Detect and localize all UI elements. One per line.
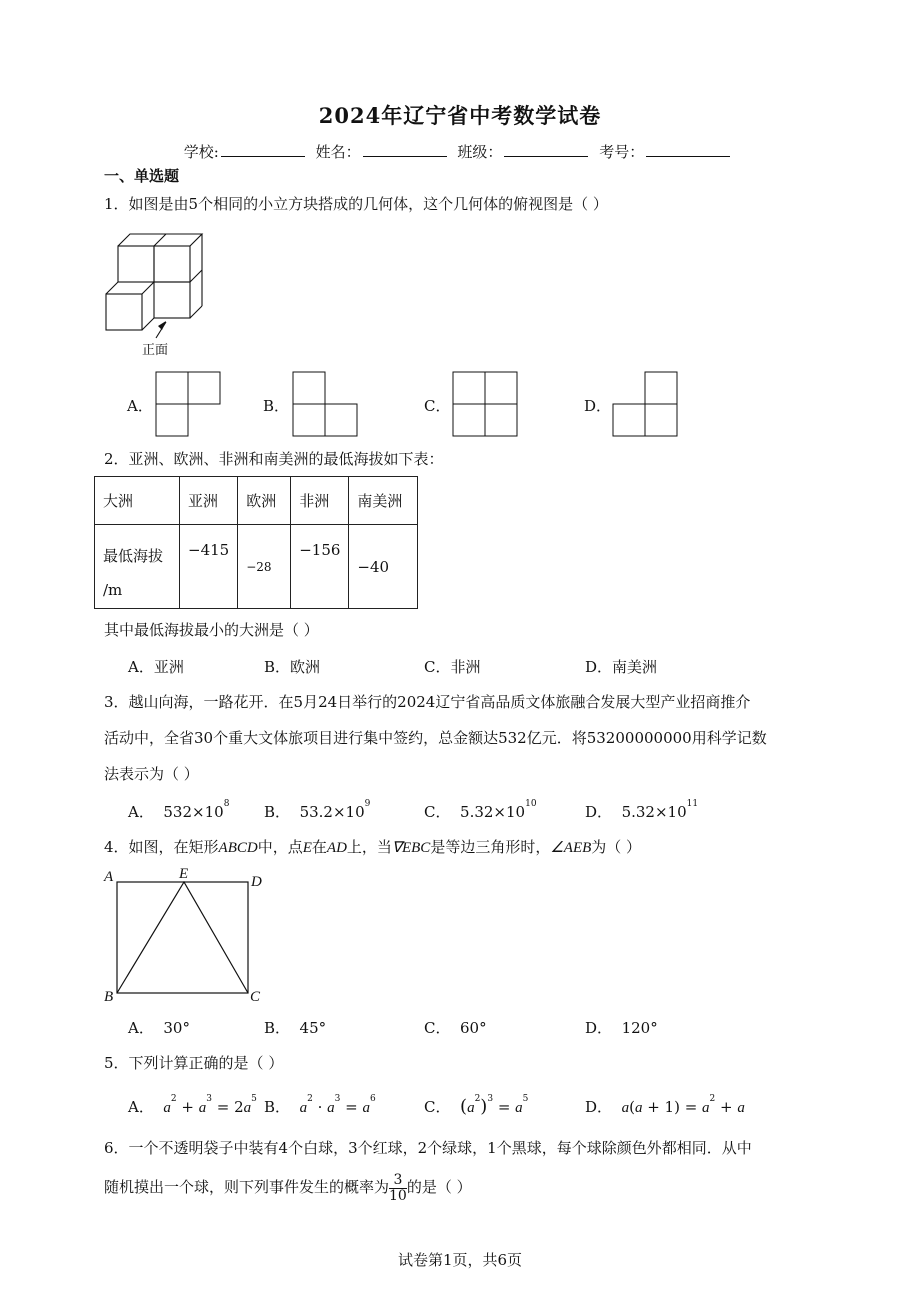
q2-option-b[interactable]: B．欧洲 xyxy=(264,658,321,676)
option-exponent: 8 xyxy=(223,799,230,809)
option-label: D． xyxy=(585,1098,613,1116)
table-header-cell: 非洲 xyxy=(291,477,349,525)
option-label: C． xyxy=(424,803,451,821)
q1-option-d-figure[interactable] xyxy=(612,371,680,437)
q4-text-part: 是等边三角形时， xyxy=(430,838,551,856)
class-label: 班级： xyxy=(457,143,503,161)
table-header-cell: 大洲 xyxy=(95,477,180,525)
q4-option-d[interactable]: D． 120° xyxy=(585,1019,658,1037)
q4-var: E xyxy=(302,840,312,856)
q4-text-part: 为（ ） xyxy=(591,838,642,856)
option-base: 53.2×10 xyxy=(299,803,365,821)
table-row xyxy=(95,525,418,609)
label-c: C xyxy=(250,989,261,1005)
q6-line1: 6．一个不透明袋子中装有4个白球，3个红球，2个绿球，1个黑球，每个球除颜色外都相同．从中 xyxy=(104,1139,752,1157)
q2-table xyxy=(94,476,418,609)
q1-option-b-label[interactable]: B． xyxy=(263,397,290,415)
table-cell: −40 xyxy=(349,525,418,609)
q4-var: AD xyxy=(326,840,347,856)
class-blank[interactable] xyxy=(504,143,588,157)
q5-text: 5．下列计算正确的是（ ） xyxy=(104,1054,284,1072)
student-info-line xyxy=(0,141,920,162)
school-blank[interactable] xyxy=(221,143,305,157)
option-label: C． xyxy=(424,1098,451,1116)
q3-option-b[interactable] xyxy=(264,801,370,822)
option-label: A． xyxy=(128,1098,154,1116)
q4-text-part: 中，点 xyxy=(257,838,303,856)
label-a: A xyxy=(104,869,114,885)
q5-option-a[interactable]: A． $a^2 + a^3 = 2a^5$ xyxy=(128,1094,257,1116)
q5-option-c[interactable]: C． $(a^2)^3 = a^5$ xyxy=(424,1094,529,1117)
label-e: E xyxy=(179,866,189,882)
name-label: 姓名： xyxy=(315,143,361,161)
q1-option-c-figure[interactable] xyxy=(452,371,520,437)
q4-var: ∠AEB xyxy=(550,840,592,856)
q4-option-c[interactable]: C． 60° xyxy=(424,1019,487,1037)
q4-text-part: 在 xyxy=(311,838,327,856)
q6-text-part: 随机摸出一个球，则下列事件发生的概率为 xyxy=(104,1178,390,1196)
q5-option-b[interactable]: B． $a^2 \cdot a^3 = a^6$ xyxy=(264,1094,376,1116)
q2-option-a[interactable]: A．亚洲 xyxy=(128,658,184,676)
table-header-cell: 亚洲 xyxy=(180,477,238,525)
q3-line2: 活动中，全省30个重大文体旅项目进行集中签约，总金额达532亿元．将53200000000用科学记数 xyxy=(104,729,767,747)
q2-text: 2．亚洲、欧洲、非洲和南美洲的最低海拔如下表： xyxy=(104,450,444,468)
q6-text-part: 的是（ ） xyxy=(406,1178,472,1196)
q1-option-b-figure[interactable] xyxy=(292,371,360,437)
q2-question: 其中最低海拔最小的大洲是（ ） xyxy=(104,621,319,639)
table-cell: −415 xyxy=(180,525,238,609)
q4-text-part: 上，当 xyxy=(346,838,392,856)
q2-option-d[interactable]: D．南美洲 xyxy=(585,658,658,676)
q4-text xyxy=(104,837,641,858)
probability-fraction xyxy=(389,1173,407,1204)
exam-title: 2024年辽宁省中考数学试卷 xyxy=(318,103,602,128)
label-d: D xyxy=(251,874,262,890)
q3-option-c[interactable] xyxy=(424,801,537,822)
q5-option-d[interactable]: D． $a(a + 1) = a^2 + a$ xyxy=(585,1094,745,1116)
name-blank[interactable] xyxy=(363,143,447,157)
option-exponent: 9 xyxy=(364,799,371,809)
q1-option-a-label[interactable]: A． xyxy=(127,397,153,415)
label-b: B xyxy=(104,989,114,1005)
fraction-denominator: 10 xyxy=(389,1187,407,1204)
option-label: D． xyxy=(585,803,613,821)
option-exponent: 10 xyxy=(525,799,537,809)
table-row-label xyxy=(95,525,180,609)
option-exponent: 11 xyxy=(686,799,699,809)
table-header-cell: 南美洲 xyxy=(349,477,418,525)
option-label: B． xyxy=(264,1098,291,1116)
option-base: 532×10 xyxy=(163,803,224,821)
q2-option-c[interactable]: C．非洲 xyxy=(424,658,481,676)
q3-line3: 法表示为（ ） xyxy=(104,765,199,783)
front-label: 正面 xyxy=(142,343,169,358)
q3-option-d[interactable] xyxy=(585,801,698,822)
q4-var: ∇EBC xyxy=(391,840,431,856)
table-row xyxy=(95,477,418,525)
q4-option-a[interactable]: A． 30° xyxy=(128,1019,190,1037)
q4-text-part: 4．如图，在矩形 xyxy=(104,838,219,856)
front-arrow-head xyxy=(158,321,166,330)
q1-option-c-label[interactable]: C． xyxy=(424,397,451,415)
table-cell: −156 xyxy=(291,525,349,609)
option-label: B． xyxy=(264,803,291,821)
option-label: A． xyxy=(128,803,154,821)
q1-option-d-label[interactable]: D． xyxy=(584,397,612,415)
row-label-line2: /m xyxy=(103,581,123,599)
number-blank[interactable] xyxy=(646,143,730,157)
number-label: 考号： xyxy=(599,143,645,161)
school-label: 学校: xyxy=(183,143,219,161)
section-title: 一、单选题 xyxy=(104,167,180,185)
q4-option-b[interactable]: B． 45° xyxy=(264,1019,327,1037)
table-cell: −28 xyxy=(238,525,291,609)
q1-cube-figure xyxy=(98,226,210,362)
q4-var: ABCD xyxy=(218,840,258,856)
q1-text: 1．如图是由5个相同的小立方块搭成的几何体，这个几何体的俯视图是（ ） xyxy=(104,195,608,213)
q1-option-a-figure[interactable] xyxy=(155,371,223,437)
q4-rectangle-figure xyxy=(100,864,270,1006)
option-base: 5.32×10 xyxy=(460,803,526,821)
option-base: 5.32×10 xyxy=(621,803,687,821)
q3-option-a[interactable] xyxy=(128,801,229,822)
table-header-cell: 欧洲 xyxy=(238,477,291,525)
q3-line1: 3．越山向海，一路花开．在5月24日举行的2024辽宁省高品质文体旅融合发展大型产业招商推介 xyxy=(104,693,751,711)
q6-line2 xyxy=(104,1168,472,1206)
row-label-line1: 最低海拔 xyxy=(103,547,164,565)
page-footer: 试卷第1页，共6页 xyxy=(397,1251,523,1269)
fraction-numerator: 3 xyxy=(389,1173,407,1189)
